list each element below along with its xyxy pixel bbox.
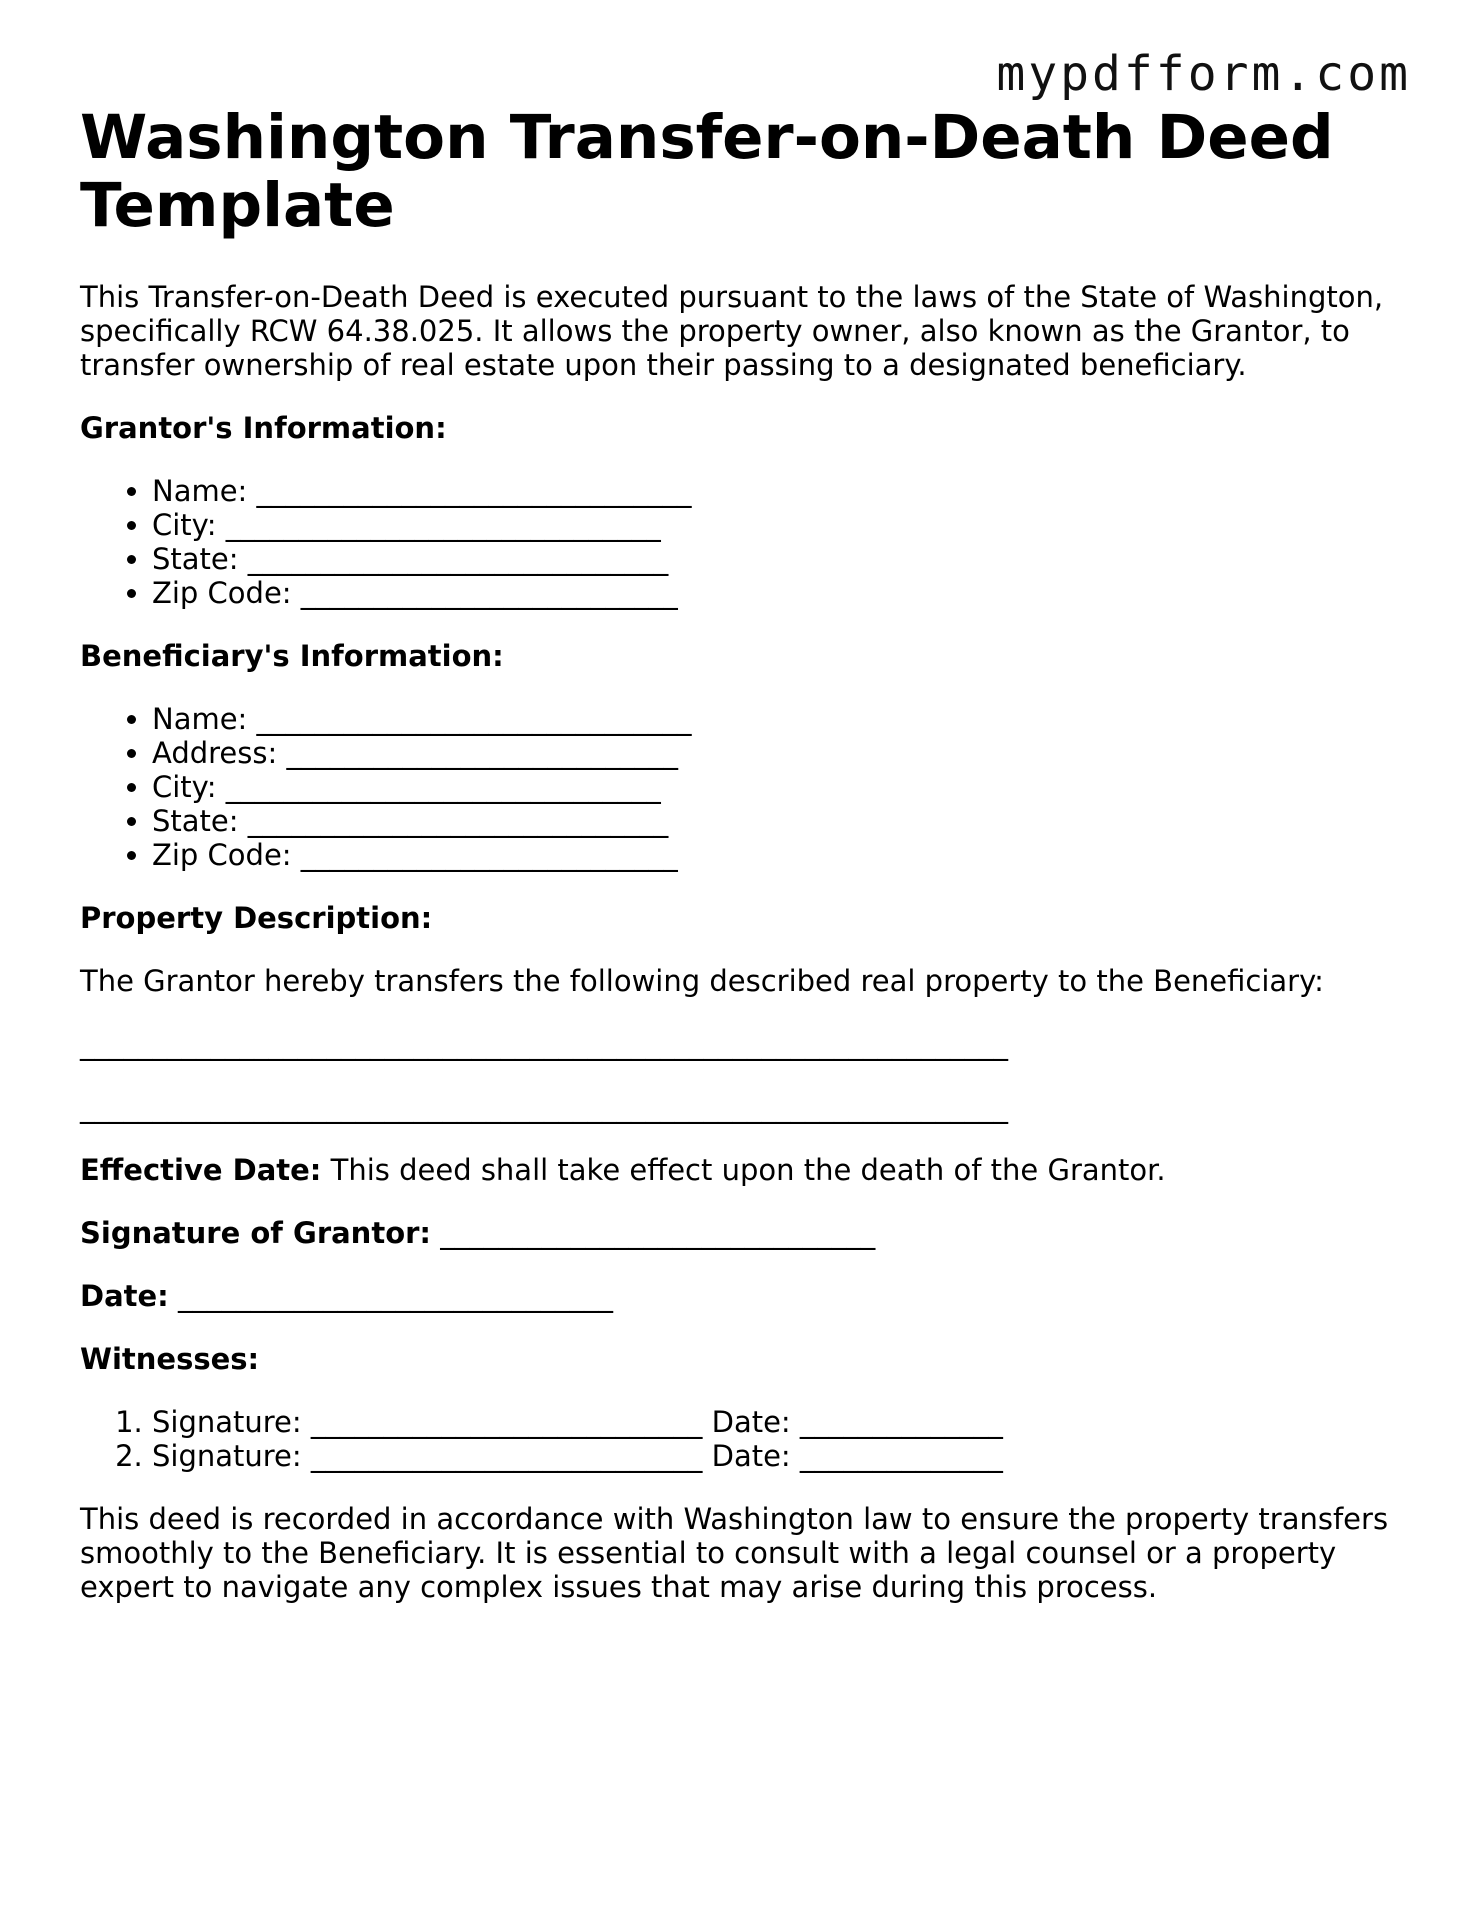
effective-date-statement [80,1153,1400,1187]
grantor-field-list [80,474,1400,610]
grantor-city-field[interactable]: • City: ______________________________ [152,508,1400,542]
grantor-state-field[interactable]: • State: _____________________________ [152,542,1400,576]
date-label: Date: [80,1279,169,1313]
signature-label: Signature of Grantor: [80,1216,432,1250]
closing-paragraph: This deed is recorded in accordance with Washington law to ensure the property transfers smoothly to the Beneficiary. It is essential to consult with a legal counsel or a property expert to navigate any complex issues that may arise during this process. [80,1502,1389,1604]
beneficiary-zip-field[interactable]: • Zip Code: __________________________ [152,838,1400,872]
beneficiary-state-field[interactable]: • State: _____________________________ [152,804,1400,838]
beneficiary-name-field[interactable]: • Name: ______________________________ [152,702,1400,736]
beneficiary-address-field[interactable]: • Address: ___________________________ [152,736,1400,770]
grantor-zip-field[interactable]: • Zip Code: __________________________ [152,576,1400,610]
grantor-signature-line [80,1216,1400,1250]
signature-blank[interactable]: ______________________________ [431,1216,876,1250]
beneficiary-city-field[interactable]: • City: ______________________________ [152,770,1400,804]
beneficiary-heading: Beneficiary's Information: [80,639,504,673]
property-description-line-2[interactable]: ________________________________________________________________ [80,1090,1008,1124]
property-text: The Grantor hereby transfers the following described real property to the Beneficiary: [80,964,1324,998]
intro-paragraph: This Transfer-on-Death Deed is executed pursuant to the laws of the State of Washington, specifically RCW 64.38.025. It allows the property owner, also known as the Grantor, to transfer ownership of real estate upon their passing to a designated beneficiary. [80,280,1384,382]
witness-list [80,1405,1400,1473]
page-title: Washington Transfer-on-Death Deed Template [80,102,1334,241]
property-heading: Property Description: [80,901,433,935]
document-body [80,104,1400,1604]
property-description-line-1[interactable]: ________________________________________________________________ [80,1027,1008,1061]
beneficiary-field-list [80,702,1400,872]
site-watermark: mypdfform.com [996,46,1411,102]
grantor-name-field[interactable]: • Name: ______________________________ [152,474,1400,508]
effective-date-text: This deed shall take effect upon the death of the Grantor. [321,1153,1166,1187]
witnesses-heading: Witnesses: [80,1342,260,1376]
date-blank[interactable]: ______________________________ [168,1279,613,1313]
effective-date-label: Effective Date: [80,1153,322,1187]
witness-2-line[interactable]: 2. Signature: ___________________________ Date: ______________ [152,1439,1400,1473]
witness-1-line[interactable]: 1. Signature: ___________________________ Date: ______________ [152,1405,1400,1439]
grantor-heading: Grantor's Information: [80,411,447,445]
date-line [80,1279,1400,1313]
